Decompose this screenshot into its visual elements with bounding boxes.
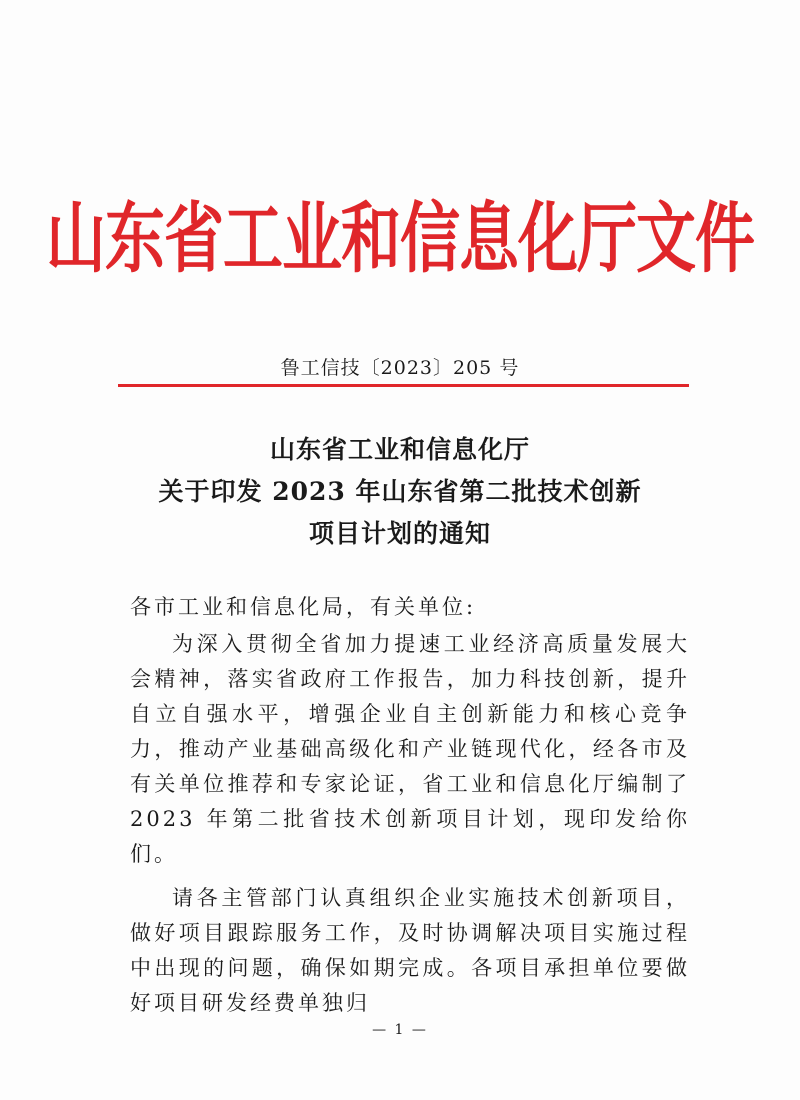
- title-line-1: 山东省工业和信息化厅: [269, 435, 530, 464]
- document-body: [130, 590, 690, 1021]
- document-title: [0, 429, 800, 555]
- document-masthead: 山东省工业和信息化厅文件: [46, 194, 754, 285]
- red-divider-line: [118, 384, 689, 387]
- title-line-2: 关于印发 2023 年山东省第二批技术创新: [158, 477, 642, 506]
- salutation: 各市工业和信息化局，有关单位:: [130, 595, 477, 619]
- page-number: — 1 —: [372, 1022, 428, 1038]
- body-paragraph-2: 请各主管部门认真组织企业实施技术创新项目，做好项目跟踪服务工作，及时协调解决项目实施过程中出现的问题，确保如期完成。各项目承担单位要做好项目研发经费单独归: [130, 886, 690, 1015]
- title-line-3: 项目计划的通知: [308, 519, 491, 548]
- body-paragraph-1: 为深入贯彻全省加力提速工业经济高质量发展大会精神，落实省政府工作报告，加力科技创新，提升自立自强水平，增强企业自主创新能力和核心竞争力，推动产业基础高级化和产业链现代化，经各市及有关单位推荐和专家论证，省工业和信息化厅编制了 2023 年第二批省技术创新项目计划，现印发给你们。: [130, 632, 690, 866]
- document-number: 鲁工信技〔2023〕205 号: [280, 357, 520, 379]
